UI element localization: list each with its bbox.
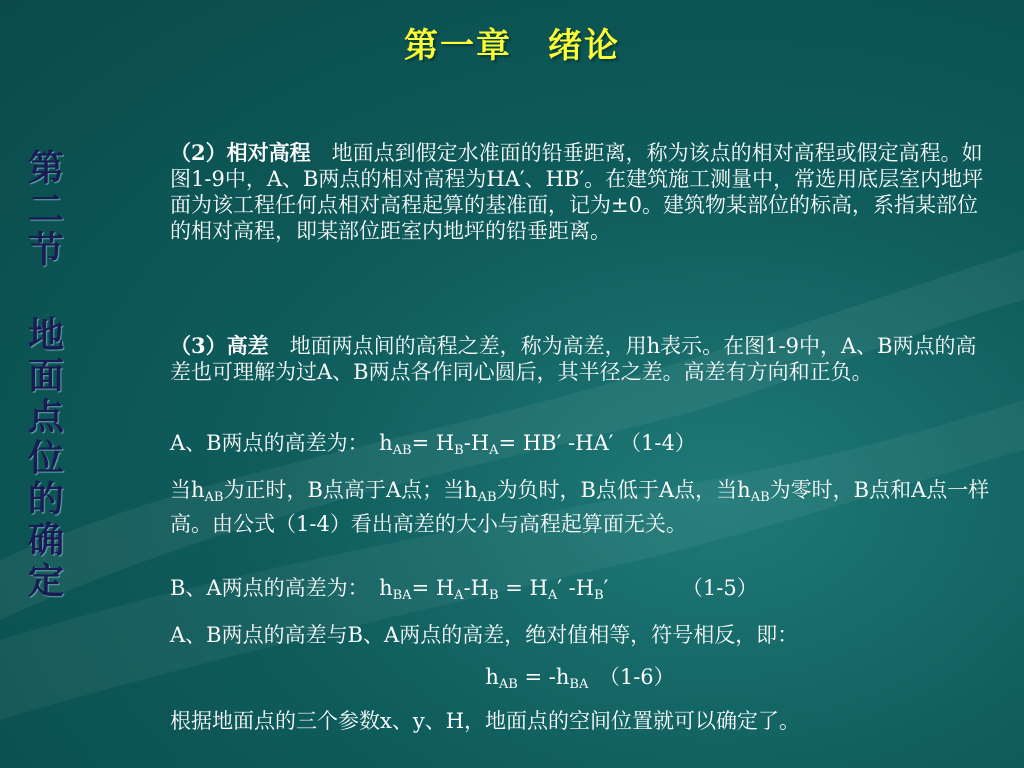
height-difference-heading: （3）高差 xyxy=(170,333,269,358)
topic-char: 定 xyxy=(27,561,64,602)
relative-elevation-paragraph xyxy=(170,140,990,244)
section-vertical-label xyxy=(22,148,70,602)
height-difference-text: 地面两点间的高程之差，称为高差，用h表示。在图1-9中，A、B两点的高差也可理解为过A、B两点各作同心圆后，其半径之差。高差有方向和正负。 xyxy=(170,334,977,384)
page-title: 第一章 绪论 xyxy=(404,26,620,66)
topic-char: 位 xyxy=(27,438,64,479)
topic-char: 面 xyxy=(27,356,64,397)
formula-1-4: A、B两点的高差为： $h_{AB}= H_B-H_A= HB'$ -HA′ （1-4） xyxy=(170,431,696,458)
formula-1-6: $h_{AB} = -h_{BA}$ （1-6） xyxy=(485,665,675,692)
symmetry-statement: A、B两点的高差与B、A两点的高差，绝对值相等，符号相反，即： xyxy=(170,623,799,647)
section-char: 节 xyxy=(27,230,64,271)
topic-char: 的 xyxy=(27,479,64,520)
section-char: 二 xyxy=(27,189,64,230)
section-gap xyxy=(22,271,70,315)
topic-char: 地 xyxy=(27,315,64,356)
topic-char: 确 xyxy=(27,520,64,561)
topic-char: 点 xyxy=(27,397,64,438)
sign-explanation-paragraph: 当$h_{AB}$为正时，B点高于A点；当$h_{AB}$为负时，B点低于A点，当$h_{AB}$为零时，B点和A点一样高。由公式（1-4）看出高差的大小与高程起算面无关。 xyxy=(170,478,990,536)
section-char: 第 xyxy=(27,148,64,189)
conclusion-line: 根据地面点的三个参数x、y、H，地面点的空间位置就可以确定了。 xyxy=(170,709,801,733)
height-difference-paragraph xyxy=(170,333,990,385)
formula-1-5: B、A两点的高差为： $h_{BA}= H_A-H_B = H_A'$ $-H_B'$ （1-5） xyxy=(170,576,758,603)
relative-elevation-text: 地面点到假定水准面的铅垂距离，称为该点的相对高程或假定高程。如图1-9中，A、B两点的相对高程为HA′、HB′。在建筑施工测量中，常选用底层室内地坪面为该工程任何点相对高程起算的基准面，记为±0。建筑物某部位的标高，系指某部位的相对高程，即某部位距室内地坪的铅垂距离。 xyxy=(170,141,984,243)
relative-elevation-heading: （2）相对高程 xyxy=(170,140,311,165)
